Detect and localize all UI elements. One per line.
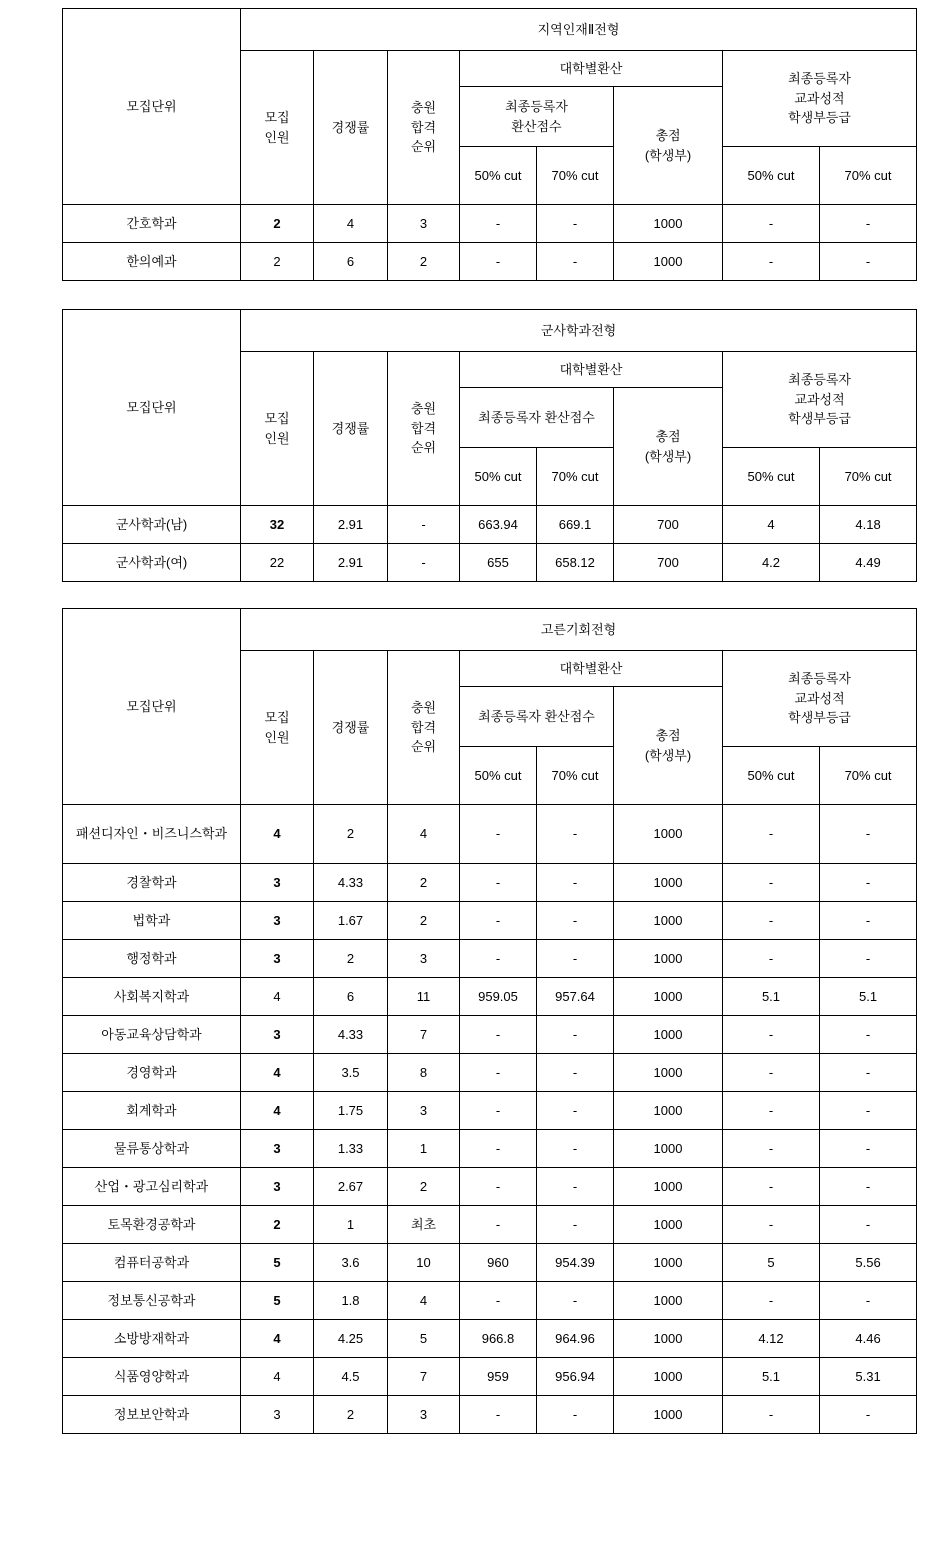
col-header-grade-50cut: 50% cut: [723, 448, 820, 506]
tables-container: [0, 8, 944, 1434]
cell-score-70cut: -: [537, 1282, 614, 1320]
cell-waitlist-rank: 3: [388, 940, 460, 978]
cell-total-score: 1000: [614, 1206, 723, 1244]
waitlist-label-line1: 충원: [410, 100, 437, 116]
cell-score-70cut: 964.96: [537, 1320, 614, 1358]
cell-waitlist-rank: 2: [388, 243, 460, 281]
cell-waitlist-rank: 5: [388, 1320, 460, 1358]
cell-ratio: 1.8: [314, 1282, 388, 1320]
table-row: [63, 1244, 917, 1282]
cell-score-70cut: -: [537, 1016, 614, 1054]
col-header-waitlist-rank: [388, 51, 460, 205]
cell-ratio: 2: [314, 940, 388, 978]
cell-score-50cut: 655: [460, 544, 537, 582]
cell-unit-name: 법학과: [63, 902, 241, 940]
cell-ratio: 4.25: [314, 1320, 388, 1358]
cell-grade-50cut: 5.1: [723, 978, 820, 1016]
cell-quota: 4: [241, 1358, 314, 1396]
cell-grade-50cut: 4.12: [723, 1320, 820, 1358]
cell-waitlist-rank: 11: [388, 978, 460, 1016]
cell-score-70cut: 954.39: [537, 1244, 614, 1282]
table-row: [63, 1168, 917, 1206]
col-header-score-50cut: 50% cut: [460, 747, 537, 805]
cell-quota: 3: [241, 1396, 314, 1434]
cell-unit-name: 경영학과: [63, 1054, 241, 1092]
cell-score-70cut: -: [537, 805, 614, 864]
cell-grade-70cut: 5.56: [820, 1244, 917, 1282]
grade-group-line2: 교과성적: [794, 90, 845, 106]
cell-grade-50cut: -: [723, 1092, 820, 1130]
cell-waitlist-rank: 4: [388, 805, 460, 864]
table-row: [63, 544, 917, 582]
cell-grade-50cut: 4.2: [723, 544, 820, 582]
cell-score-50cut: -: [460, 1130, 537, 1168]
cell-grade-50cut: -: [723, 1168, 820, 1206]
cell-total-score: 1000: [614, 243, 723, 281]
quota-label-line2: 인원: [264, 729, 290, 745]
cell-waitlist-rank: 8: [388, 1054, 460, 1092]
cell-unit-name: 한의예과: [63, 243, 241, 281]
cell-quota: 4: [241, 1054, 314, 1092]
cell-ratio: 6: [314, 978, 388, 1016]
cell-grade-50cut: -: [723, 1016, 820, 1054]
cell-unit-name: 아동교육상담학과: [63, 1016, 241, 1054]
col-header-quota: [241, 51, 314, 205]
cell-unit-name: 군사학과(남): [63, 506, 241, 544]
cell-total-score: 700: [614, 544, 723, 582]
cell-score-50cut: -: [460, 1054, 537, 1092]
cell-quota: 2: [241, 243, 314, 281]
total-label-line2: (학생부): [644, 747, 692, 763]
cell-unit-name: 식품영양학과: [63, 1358, 241, 1396]
table-row: [63, 1016, 917, 1054]
col-header-total-score: [614, 388, 723, 506]
table-jiyeok-injae-2: [62, 8, 917, 281]
cell-ratio: 4.33: [314, 864, 388, 902]
col-header-waitlist-rank: [388, 352, 460, 506]
col-header-final-enrolled-score: 최종등록자 환산점수: [460, 687, 614, 747]
cell-grade-50cut: -: [723, 1282, 820, 1320]
cell-quota: 4: [241, 978, 314, 1016]
cell-quota: 4: [241, 1092, 314, 1130]
final-score-line1: 최종등록자: [505, 99, 568, 114]
cell-score-70cut: -: [537, 864, 614, 902]
table-gunsa-hakgwa: [62, 309, 917, 582]
final-score-line2: 환산점수: [511, 118, 562, 134]
cell-score-70cut: -: [537, 1168, 614, 1206]
quota-label-line1: 모집: [264, 110, 290, 125]
cell-waitlist-rank: 2: [388, 864, 460, 902]
cell-quota: 3: [241, 864, 314, 902]
table-goreun-gihoe: [62, 608, 917, 1434]
cell-ratio: 4.5: [314, 1358, 388, 1396]
cell-quota: 2: [241, 1206, 314, 1244]
cell-grade-50cut: -: [723, 940, 820, 978]
table-row: [63, 1092, 917, 1130]
col-header-conversion-group: 대학별환산: [460, 352, 723, 388]
cell-total-score: 1000: [614, 205, 723, 243]
cell-score-70cut: -: [537, 243, 614, 281]
cell-grade-70cut: -: [820, 1054, 917, 1092]
table-row: [63, 864, 917, 902]
cell-ratio: 1.75: [314, 1092, 388, 1130]
col-header-score-50cut: 50% cut: [460, 147, 537, 205]
cell-unit-name: 물류통상학과: [63, 1130, 241, 1168]
table-row: [63, 805, 917, 864]
cell-grade-70cut: -: [820, 1016, 917, 1054]
table-row: [63, 1320, 917, 1358]
cell-grade-70cut: 4.46: [820, 1320, 917, 1358]
cell-unit-name: 산업・광고심리학과: [63, 1168, 241, 1206]
grade-group-line3: 학생부등급: [788, 411, 851, 427]
cell-total-score: 1000: [614, 1244, 723, 1282]
cell-grade-70cut: -: [820, 864, 917, 902]
table-row: [63, 205, 917, 243]
grade-group-line2: 교과성적: [794, 690, 845, 706]
cell-waitlist-rank: 1: [388, 1130, 460, 1168]
cell-total-score: 1000: [614, 902, 723, 940]
quota-label-line1: 모집: [264, 710, 290, 725]
cell-ratio: 2.67: [314, 1168, 388, 1206]
cell-unit-name: 토목환경공학과: [63, 1206, 241, 1244]
col-header-unit: 모집단위: [63, 310, 241, 506]
cell-grade-50cut: -: [723, 902, 820, 940]
cell-quota: 3: [241, 902, 314, 940]
cell-grade-70cut: 4.18: [820, 506, 917, 544]
cell-score-70cut: -: [537, 1396, 614, 1434]
cell-ratio: 1.33: [314, 1130, 388, 1168]
table-title: 지역인재Ⅱ전형: [241, 9, 917, 51]
header-row-title: [63, 310, 917, 352]
cell-unit-name: 정보통신공학과: [63, 1282, 241, 1320]
cell-grade-70cut: -: [820, 1396, 917, 1434]
cell-score-50cut: 959.05: [460, 978, 537, 1016]
col-header-grade-group: [723, 651, 917, 747]
cell-unit-name: 소방방재학과: [63, 1320, 241, 1358]
table-spacer: [0, 582, 944, 608]
cell-ratio: 2: [314, 805, 388, 864]
cell-ratio: 6: [314, 243, 388, 281]
table-row: [63, 1358, 917, 1396]
cell-grade-70cut: 5.1: [820, 978, 917, 1016]
cell-score-50cut: -: [460, 940, 537, 978]
table-row: [63, 1206, 917, 1244]
cell-ratio: 4: [314, 205, 388, 243]
cell-score-70cut: -: [537, 205, 614, 243]
grade-group-line2: 교과성적: [794, 391, 845, 407]
cell-waitlist-rank: 2: [388, 902, 460, 940]
header-row-title: [63, 9, 917, 51]
cell-total-score: 1000: [614, 1130, 723, 1168]
cell-grade-70cut: -: [820, 902, 917, 940]
table-row: [63, 1054, 917, 1092]
header-row-title: [63, 609, 917, 651]
cell-grade-50cut: -: [723, 805, 820, 864]
cell-total-score: 700: [614, 506, 723, 544]
cell-quota: 5: [241, 1244, 314, 1282]
cell-ratio: 2.91: [314, 506, 388, 544]
cell-quota: 32: [241, 506, 314, 544]
grade-group-line3: 학생부등급: [788, 710, 851, 726]
cell-waitlist-rank: 7: [388, 1016, 460, 1054]
cell-score-50cut: -: [460, 805, 537, 864]
col-header-total-score: [614, 87, 723, 205]
cell-waitlist-rank: 10: [388, 1244, 460, 1282]
cell-waitlist-rank: 7: [388, 1358, 460, 1396]
cell-score-50cut: 959: [460, 1358, 537, 1396]
col-header-score-70cut: 70% cut: [537, 448, 614, 506]
col-header-grade-70cut: 70% cut: [820, 747, 917, 805]
col-header-grade-70cut: 70% cut: [820, 147, 917, 205]
cell-unit-name: 패션디자인・비즈니스학과: [63, 805, 241, 864]
cell-score-50cut: -: [460, 1168, 537, 1206]
cell-grade-50cut: -: [723, 243, 820, 281]
cell-unit-name: 간호학과: [63, 205, 241, 243]
waitlist-label-line1: 충원: [410, 401, 437, 417]
cell-ratio: 2: [314, 1396, 388, 1434]
cell-total-score: 1000: [614, 1168, 723, 1206]
cell-total-score: 1000: [614, 805, 723, 864]
cell-grade-50cut: -: [723, 1206, 820, 1244]
cell-grade-50cut: -: [723, 1130, 820, 1168]
cell-ratio: 1: [314, 1206, 388, 1244]
cell-total-score: 1000: [614, 1396, 723, 1434]
grade-group-line1: 최종등록자: [788, 671, 851, 687]
waitlist-label-line1: 충원: [410, 700, 437, 716]
cell-total-score: 1000: [614, 940, 723, 978]
table-row: [63, 902, 917, 940]
table-row: [63, 243, 917, 281]
cell-grade-50cut: 5: [723, 1244, 820, 1282]
cell-total-score: 1000: [614, 1282, 723, 1320]
cell-waitlist-rank: 최초: [388, 1206, 460, 1244]
col-header-ratio: 경쟁률: [314, 352, 388, 506]
col-header-conversion-group: 대학별환산: [460, 51, 723, 87]
cell-quota: 3: [241, 1130, 314, 1168]
table-spacer: [0, 281, 944, 309]
cell-grade-70cut: -: [820, 1168, 917, 1206]
cell-ratio: 4.33: [314, 1016, 388, 1054]
col-header-ratio: 경쟁률: [314, 651, 388, 805]
total-label-line2: (학생부): [644, 448, 692, 464]
waitlist-label-line3: 순위: [410, 739, 437, 755]
col-header-final-enrolled-score: 최종등록자 환산점수: [460, 388, 614, 448]
cell-total-score: 1000: [614, 1092, 723, 1130]
cell-waitlist-rank: 4: [388, 1282, 460, 1320]
cell-quota: 3: [241, 940, 314, 978]
cell-score-70cut: 957.64: [537, 978, 614, 1016]
cell-unit-name: 군사학과(여): [63, 544, 241, 582]
cell-score-70cut: 669.1: [537, 506, 614, 544]
col-header-grade-70cut: 70% cut: [820, 448, 917, 506]
cell-total-score: 1000: [614, 1320, 723, 1358]
col-header-grade-50cut: 50% cut: [723, 747, 820, 805]
total-label-line2: (학생부): [644, 147, 692, 163]
cell-total-score: 1000: [614, 1054, 723, 1092]
cell-score-50cut: 966.8: [460, 1320, 537, 1358]
col-header-score-70cut: 70% cut: [537, 147, 614, 205]
waitlist-label-line2: 합격: [410, 719, 437, 735]
table-row: [63, 1396, 917, 1434]
col-header-ratio: 경쟁률: [314, 51, 388, 205]
col-header-unit: 모집단위: [63, 609, 241, 805]
cell-ratio: 3.6: [314, 1244, 388, 1282]
waitlist-label-line3: 순위: [410, 139, 437, 155]
cell-score-70cut: -: [537, 940, 614, 978]
cell-quota: 2: [241, 205, 314, 243]
cell-grade-70cut: -: [820, 205, 917, 243]
total-label-line1: 총점: [655, 128, 681, 143]
cell-score-50cut: -: [460, 1206, 537, 1244]
cell-score-50cut: 663.94: [460, 506, 537, 544]
cell-unit-name: 회계학과: [63, 1092, 241, 1130]
cell-grade-70cut: -: [820, 1282, 917, 1320]
cell-grade-70cut: 4.49: [820, 544, 917, 582]
cell-waitlist-rank: 3: [388, 205, 460, 243]
cell-score-50cut: -: [460, 1282, 537, 1320]
cell-grade-50cut: -: [723, 205, 820, 243]
col-header-grade-50cut: 50% cut: [723, 147, 820, 205]
quota-label-line1: 모집: [264, 411, 290, 426]
table-row: [63, 940, 917, 978]
cell-grade-50cut: -: [723, 864, 820, 902]
col-header-grade-group: [723, 352, 917, 448]
cell-score-50cut: -: [460, 1016, 537, 1054]
col-header-final-enrolled-score: [460, 87, 614, 147]
cell-total-score: 1000: [614, 978, 723, 1016]
cell-score-70cut: -: [537, 1206, 614, 1244]
table-title: 군사학과전형: [241, 310, 917, 352]
waitlist-label-line2: 합격: [410, 420, 437, 436]
cell-unit-name: 사회복지학과: [63, 978, 241, 1016]
cell-grade-50cut: -: [723, 1054, 820, 1092]
table-row: [63, 1282, 917, 1320]
waitlist-label-line2: 합격: [410, 119, 437, 135]
cell-waitlist-rank: 2: [388, 1168, 460, 1206]
cell-score-50cut: -: [460, 902, 537, 940]
col-header-total-score: [614, 687, 723, 805]
col-header-score-50cut: 50% cut: [460, 448, 537, 506]
table-title: 고른기회전형: [241, 609, 917, 651]
cell-waitlist-rank: 3: [388, 1092, 460, 1130]
cell-ratio: 3.5: [314, 1054, 388, 1092]
total-label-line1: 총점: [655, 429, 681, 444]
cell-unit-name: 행정학과: [63, 940, 241, 978]
table-row: [63, 506, 917, 544]
col-header-grade-group: [723, 51, 917, 147]
cell-score-70cut: 956.94: [537, 1358, 614, 1396]
cell-score-50cut: -: [460, 243, 537, 281]
cell-score-50cut: -: [460, 1092, 537, 1130]
cell-ratio: 1.67: [314, 902, 388, 940]
cell-grade-50cut: -: [723, 1396, 820, 1434]
table-row: [63, 1130, 917, 1168]
cell-quota: 3: [241, 1016, 314, 1054]
col-header-score-70cut: 70% cut: [537, 747, 614, 805]
cell-waitlist-rank: 3: [388, 1396, 460, 1434]
quota-label-line2: 인원: [264, 129, 290, 145]
cell-score-70cut: -: [537, 902, 614, 940]
cell-score-50cut: -: [460, 864, 537, 902]
cell-quota: 4: [241, 805, 314, 864]
cell-score-50cut: -: [460, 205, 537, 243]
col-header-quota: [241, 352, 314, 506]
cell-grade-70cut: -: [820, 805, 917, 864]
col-header-conversion-group: 대학별환산: [460, 651, 723, 687]
table-row: [63, 978, 917, 1016]
cell-score-70cut: -: [537, 1130, 614, 1168]
cell-grade-70cut: -: [820, 243, 917, 281]
cell-unit-name: 정보보안학과: [63, 1396, 241, 1434]
cell-quota: 5: [241, 1282, 314, 1320]
cell-ratio: 2.91: [314, 544, 388, 582]
quota-label-line2: 인원: [264, 430, 290, 446]
col-header-quota: [241, 651, 314, 805]
waitlist-label-line3: 순위: [410, 440, 437, 456]
grade-group-line3: 학생부등급: [788, 110, 851, 126]
cell-grade-50cut: 4: [723, 506, 820, 544]
cell-grade-50cut: 5.1: [723, 1358, 820, 1396]
cell-unit-name: 경찰학과: [63, 864, 241, 902]
cell-grade-70cut: 5.31: [820, 1358, 917, 1396]
cell-grade-70cut: -: [820, 1092, 917, 1130]
cell-total-score: 1000: [614, 1358, 723, 1396]
cell-quota: 3: [241, 1168, 314, 1206]
cell-score-70cut: 658.12: [537, 544, 614, 582]
cell-total-score: 1000: [614, 1016, 723, 1054]
cell-grade-70cut: -: [820, 1130, 917, 1168]
col-header-unit: 모집단위: [63, 9, 241, 205]
cell-grade-70cut: -: [820, 940, 917, 978]
cell-score-70cut: -: [537, 1054, 614, 1092]
cell-quota: 4: [241, 1320, 314, 1358]
cell-score-50cut: -: [460, 1396, 537, 1434]
col-header-waitlist-rank: [388, 651, 460, 805]
cell-score-50cut: 960: [460, 1244, 537, 1282]
grade-group-line1: 최종등록자: [788, 372, 851, 388]
cell-quota: 22: [241, 544, 314, 582]
total-label-line1: 총점: [655, 728, 681, 743]
cell-grade-70cut: -: [820, 1206, 917, 1244]
cell-unit-name: 컴퓨터공학과: [63, 1244, 241, 1282]
grade-group-line1: 최종등록자: [788, 71, 851, 87]
cell-total-score: 1000: [614, 864, 723, 902]
cell-score-70cut: -: [537, 1092, 614, 1130]
cell-waitlist-rank: -: [388, 544, 460, 582]
cell-waitlist-rank: -: [388, 506, 460, 544]
